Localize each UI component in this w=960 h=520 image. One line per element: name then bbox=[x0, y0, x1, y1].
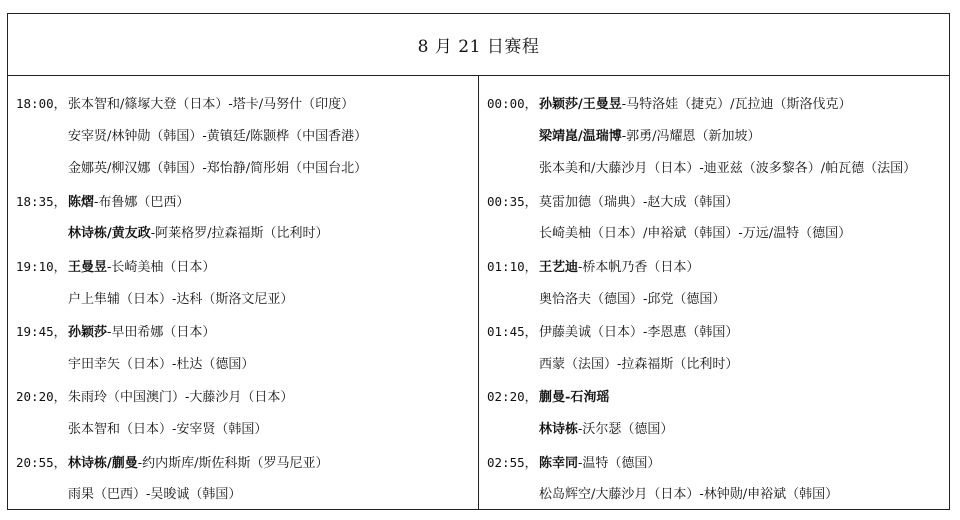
match-row bbox=[16, 316, 478, 349]
match-row bbox=[16, 218, 478, 251]
match-text: 朱雨玲（中国澳门）-大藤沙月（日本） bbox=[68, 390, 294, 406]
match-row bbox=[487, 218, 949, 251]
match-text: 张本美和/大藤沙月（日本）-迪亚兹（波多黎各）/帕瓦德（法国） bbox=[539, 161, 917, 177]
highlighted-players: 蒯曼-石洵瑶 bbox=[539, 390, 610, 406]
match-time: 01:10， bbox=[487, 258, 538, 274]
match-text: -沃尔瑟（德国） bbox=[578, 421, 674, 437]
match-row bbox=[487, 186, 949, 219]
highlighted-players: 孙颖莎/王曼昱 bbox=[539, 97, 622, 112]
match-text: 张本智和（日本）-安宰贤（韩国） bbox=[68, 421, 268, 437]
highlighted-players: 林诗栋/蒯曼 bbox=[68, 455, 138, 471]
match-text: 长崎美柚（日本）/申裕斌（韩国）-万远/温特（德国） bbox=[539, 226, 852, 242]
match-text: 安宰贤/林钟勋（韩国）-黄镇廷/陈颢桦（中国香港） bbox=[68, 128, 368, 144]
match-text: 金娜英/柳汉娜（韩国）-郑怡静/简彤娟（中国台北） bbox=[68, 161, 368, 177]
match-row bbox=[16, 284, 478, 317]
match-row bbox=[487, 349, 949, 382]
match-row bbox=[487, 284, 949, 317]
match-time: 19:10， bbox=[16, 258, 67, 274]
match-row bbox=[487, 414, 949, 447]
match-text: -郭勇/冯耀恩（新加坡） bbox=[621, 128, 761, 144]
highlighted-players: 王曼昱 bbox=[68, 259, 108, 275]
match-row bbox=[487, 88, 949, 121]
schedule-title: 8 月 21 日赛程 bbox=[8, 14, 949, 76]
match-row bbox=[16, 414, 478, 447]
match-text: -布鲁娜（巴西） bbox=[94, 194, 190, 210]
match-text: -温特（德国） bbox=[578, 455, 661, 471]
highlighted-players: 梁靖崑/温瑞博 bbox=[539, 128, 622, 144]
match-text: 松岛辉空/大藤沙月（日本）-林钟勋/申裕斌（韩国） bbox=[539, 487, 839, 503]
highlighted-players: 陈幸同 bbox=[539, 455, 579, 471]
match-text: -马特洛娃（捷克）/瓦拉迪（斯洛伐克） bbox=[621, 97, 852, 112]
match-row bbox=[16, 251, 478, 284]
match-text: 奥恰洛夫（德国）-邱党（德国） bbox=[539, 291, 726, 307]
match-row bbox=[487, 153, 949, 186]
match-row bbox=[16, 381, 478, 414]
match-time: 20:55， bbox=[16, 454, 67, 470]
match-text: -约内斯库/斯佐科斯（罗马尼亚） bbox=[137, 455, 329, 471]
schedule-table bbox=[7, 13, 950, 510]
match-time: 19:45， bbox=[16, 324, 67, 340]
match-text: 伊藤美诚（日本）-李恩惠（韩国） bbox=[539, 325, 739, 341]
match-text: 户上隼辅（日本）-达科（斯洛文尼亚） bbox=[68, 291, 294, 307]
match-text: 莫雷加德（瑞典）-赵大成（韩国） bbox=[539, 194, 739, 210]
match-row bbox=[487, 447, 949, 480]
match-row bbox=[16, 479, 478, 512]
match-row bbox=[487, 479, 949, 512]
match-text: 张本智和/篠塚大登（日本）-塔卡/马努什（印度） bbox=[68, 97, 355, 112]
highlighted-players: 林诗栋 bbox=[539, 421, 579, 437]
match-row bbox=[487, 381, 949, 414]
match-time: 02:20， bbox=[487, 389, 538, 405]
match-row bbox=[16, 88, 478, 121]
match-text: -早田希娜（日本） bbox=[107, 325, 216, 341]
match-row bbox=[16, 186, 478, 219]
match-row bbox=[16, 447, 478, 480]
match-text: 宇田幸矢（日本）-杜达（德国） bbox=[68, 356, 255, 372]
match-time: 20:20， bbox=[16, 389, 67, 405]
match-row bbox=[487, 251, 949, 284]
match-time: 01:45， bbox=[487, 324, 538, 340]
left-column bbox=[8, 76, 479, 509]
match-row bbox=[16, 153, 478, 186]
match-row bbox=[487, 121, 949, 154]
match-time: 00:00， bbox=[487, 96, 538, 111]
match-row bbox=[16, 349, 478, 382]
match-text: -桥本帆乃香（日本） bbox=[578, 259, 700, 275]
highlighted-players: 林诗栋/黄友政 bbox=[68, 226, 151, 242]
match-text: 雨果（巴西）-吴晙诚（韩国） bbox=[68, 487, 242, 503]
schedule-body bbox=[8, 76, 949, 509]
highlighted-players: 王艺迪 bbox=[539, 259, 579, 275]
match-time: 00:35， bbox=[487, 193, 538, 209]
match-time: 02:55， bbox=[487, 454, 538, 470]
highlighted-players: 陈熠 bbox=[68, 194, 95, 210]
match-text: -长崎美柚（日本） bbox=[107, 259, 216, 275]
match-time: 18:35， bbox=[16, 193, 67, 209]
match-text: 西蒙（法国）-拉森福斯（比利时） bbox=[539, 356, 739, 372]
right-column bbox=[479, 76, 949, 509]
highlighted-players: 孙颖莎 bbox=[68, 325, 108, 341]
match-row bbox=[16, 121, 478, 154]
match-row bbox=[487, 316, 949, 349]
match-text: -阿莱格罗/拉森福斯（比利时） bbox=[150, 226, 329, 242]
match-time: 18:00， bbox=[16, 96, 67, 111]
